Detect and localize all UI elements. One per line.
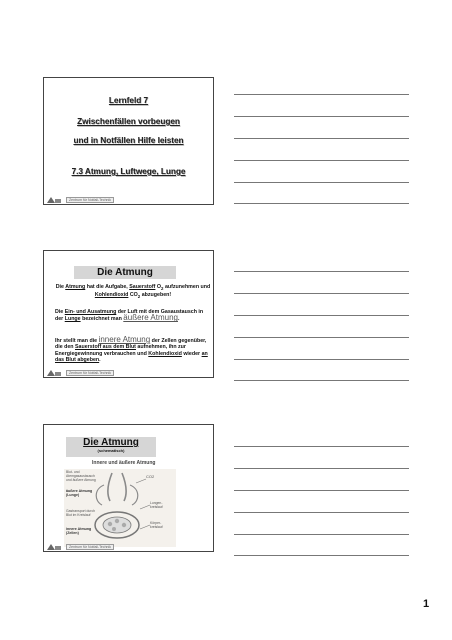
footer-tag: Zentrum für Notfall-Technik: [66, 197, 114, 203]
notes-area-3: [234, 446, 409, 556]
org-logo-icon: [46, 196, 62, 204]
slide-3-title: Die Atmung: [83, 437, 139, 448]
note-line: [234, 512, 409, 513]
slide-1-line-3: und in Notfällen Hilfe leisten: [73, 136, 184, 145]
note-line: [234, 315, 409, 316]
slide-2-paragraph-3: Ihr stellt man die innere Atmung der Zellen gegenüber, die den Sauerstoff aus dem Blut aufnehmen, ihn zur Energiegewinnung verbrauchen und Kohlendioxid wieder an das Blut abgeben.: [55, 335, 208, 364]
footer-tag: Zentrum für Notfall-Technik: [66, 370, 114, 376]
slide-3-title-box: [66, 437, 156, 457]
slide-3-subtitle: (schematisch): [97, 448, 125, 453]
footer-tag: Zentrum für Notfall-Technik: [66, 544, 114, 550]
slide-3: [43, 424, 214, 552]
diagram-label-outer-respiration: äußere Atmung (Lunge): [66, 489, 93, 497]
slide-2-paragraph-2: Die Ein- und Ausatmung der Luft mit dem Gasaustausch in der Lunge bezeichnet man äußere Atmung.: [55, 309, 204, 323]
diagram-label-co2: CO2: [146, 474, 155, 479]
slide-2: [43, 250, 214, 378]
slide-footer: [44, 368, 213, 377]
diagram-label-body-circulation: Körper- kreislauf: [150, 521, 163, 529]
note-line: [234, 271, 409, 272]
note-line: [234, 359, 409, 360]
slide-1-line-2: Zwischenfällen vorbeugen: [77, 117, 180, 126]
note-line: [234, 160, 409, 161]
org-logo-icon: [46, 543, 62, 551]
note-line: [234, 490, 409, 491]
diagram-label-inner-respiration: innere Atmung (Zellen): [66, 527, 92, 535]
note-line: [234, 468, 409, 469]
note-line: [234, 138, 409, 139]
page-number: 1: [423, 598, 430, 610]
note-line: [234, 555, 409, 556]
note-line: [234, 94, 409, 95]
org-logo-icon: [46, 369, 62, 377]
slide-2-paragraph-1: Die Atmung hat die Aufgabe, Sauerstoff $O_2$ aufzunehmen und Kohlendioxid $CO_2$ abzugeben!: [55, 284, 211, 300]
diagram-label-lung-circulation: Lungen- kreislauf: [150, 501, 163, 509]
note-line: [234, 337, 409, 338]
slide-1-line-1: Lernfeld 7: [108, 96, 149, 105]
notes-area-2: [234, 271, 409, 381]
notes-area-1: [234, 94, 409, 204]
slide-3-heading: Innere und äußere Atmung: [92, 460, 156, 466]
note-line: [234, 534, 409, 535]
note-line: [234, 116, 409, 117]
slide-2-title: Die Atmung: [74, 266, 176, 279]
diagram-label-transport: Gastransport durch Blut im Kreislauf: [66, 509, 96, 517]
note-line: [234, 380, 409, 381]
diagram-label-gas-exchange: Blut- und Atemgasaustausch und äußere Atmung: [66, 470, 96, 482]
note-line: [234, 293, 409, 294]
slide-1: [43, 77, 214, 205]
note-line: [234, 446, 409, 447]
slide-footer: [44, 195, 213, 204]
respiration-diagram: [64, 469, 176, 547]
note-line: [234, 203, 409, 204]
note-line: [234, 182, 409, 183]
slide-footer: [44, 542, 213, 551]
slide-1-line-4: 7.3 Atmung, Luftwege, Lunge: [71, 167, 186, 176]
